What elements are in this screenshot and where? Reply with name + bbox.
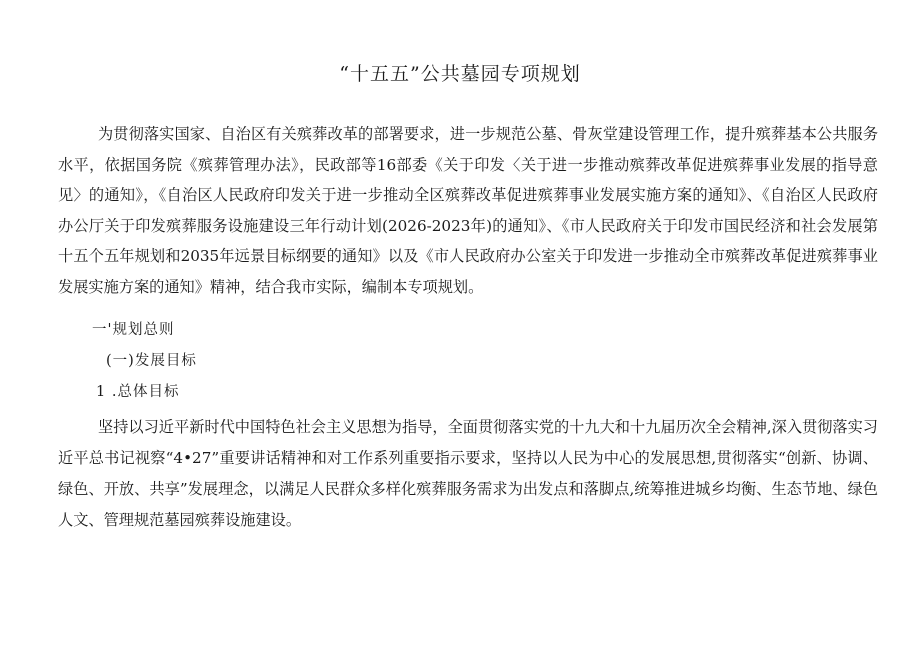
goal-paragraph: 坚持以习近平新时代中国特色社会主义思想为指导，全面贯彻落实党的十九大和十九届历次全会精神,深入贯彻落实习近平总书记视察“4•27”重要讲话精神和对工作系列重要指示要求，坚持以人民为中心的发展思想,贯彻落实“创新、协调、绿色、开放、共享”发展理念，以满足人民群众多样化殡葬服务需求为出发点和落脚点,统筹推进城乡均衡、生态节地、绿色人文、管理规范墓园殡葬设施建设。 [58, 418, 878, 529]
subsection-heading: (一)发展目标 [106, 353, 197, 369]
intro-paragraph: 为贯彻落实国家、自治区有关殡葬改革的部署要求，进一步规范公墓、骨灰堂建设管理工作，提升殡葬基本公共服务水平，依据国务院《殡葬管理办法》，民政部等16部委《关于印发〈关于进一步推动殡葬改革促进殡葬事业发展的指导意见〉的通知》，《自治区人民政府印发关于进一步推动全区殡葬改革促进殡葬事业发展实施方案的通知》、《自治区人民政府办公厅关于印发殡葬服务设施建设三年行动计划(2026-2023年)的通知》、《市人民政府关于印发市国民经济和社会发展第十五个五年规划和2035年远景目标纲要的通知》以及《市人民政府办公室关于印发进一步推动全市殡葬改革促进殡葬事业发展实施方案的通知》精神，结合我市实际，编制本专项规划。 [58, 125, 878, 296]
document-title: “十五五”公共墓园专项规划 [339, 63, 581, 85]
section-heading: 一'规划总则 [92, 322, 175, 338]
item-heading: 1 .总体目标 [96, 384, 180, 400]
